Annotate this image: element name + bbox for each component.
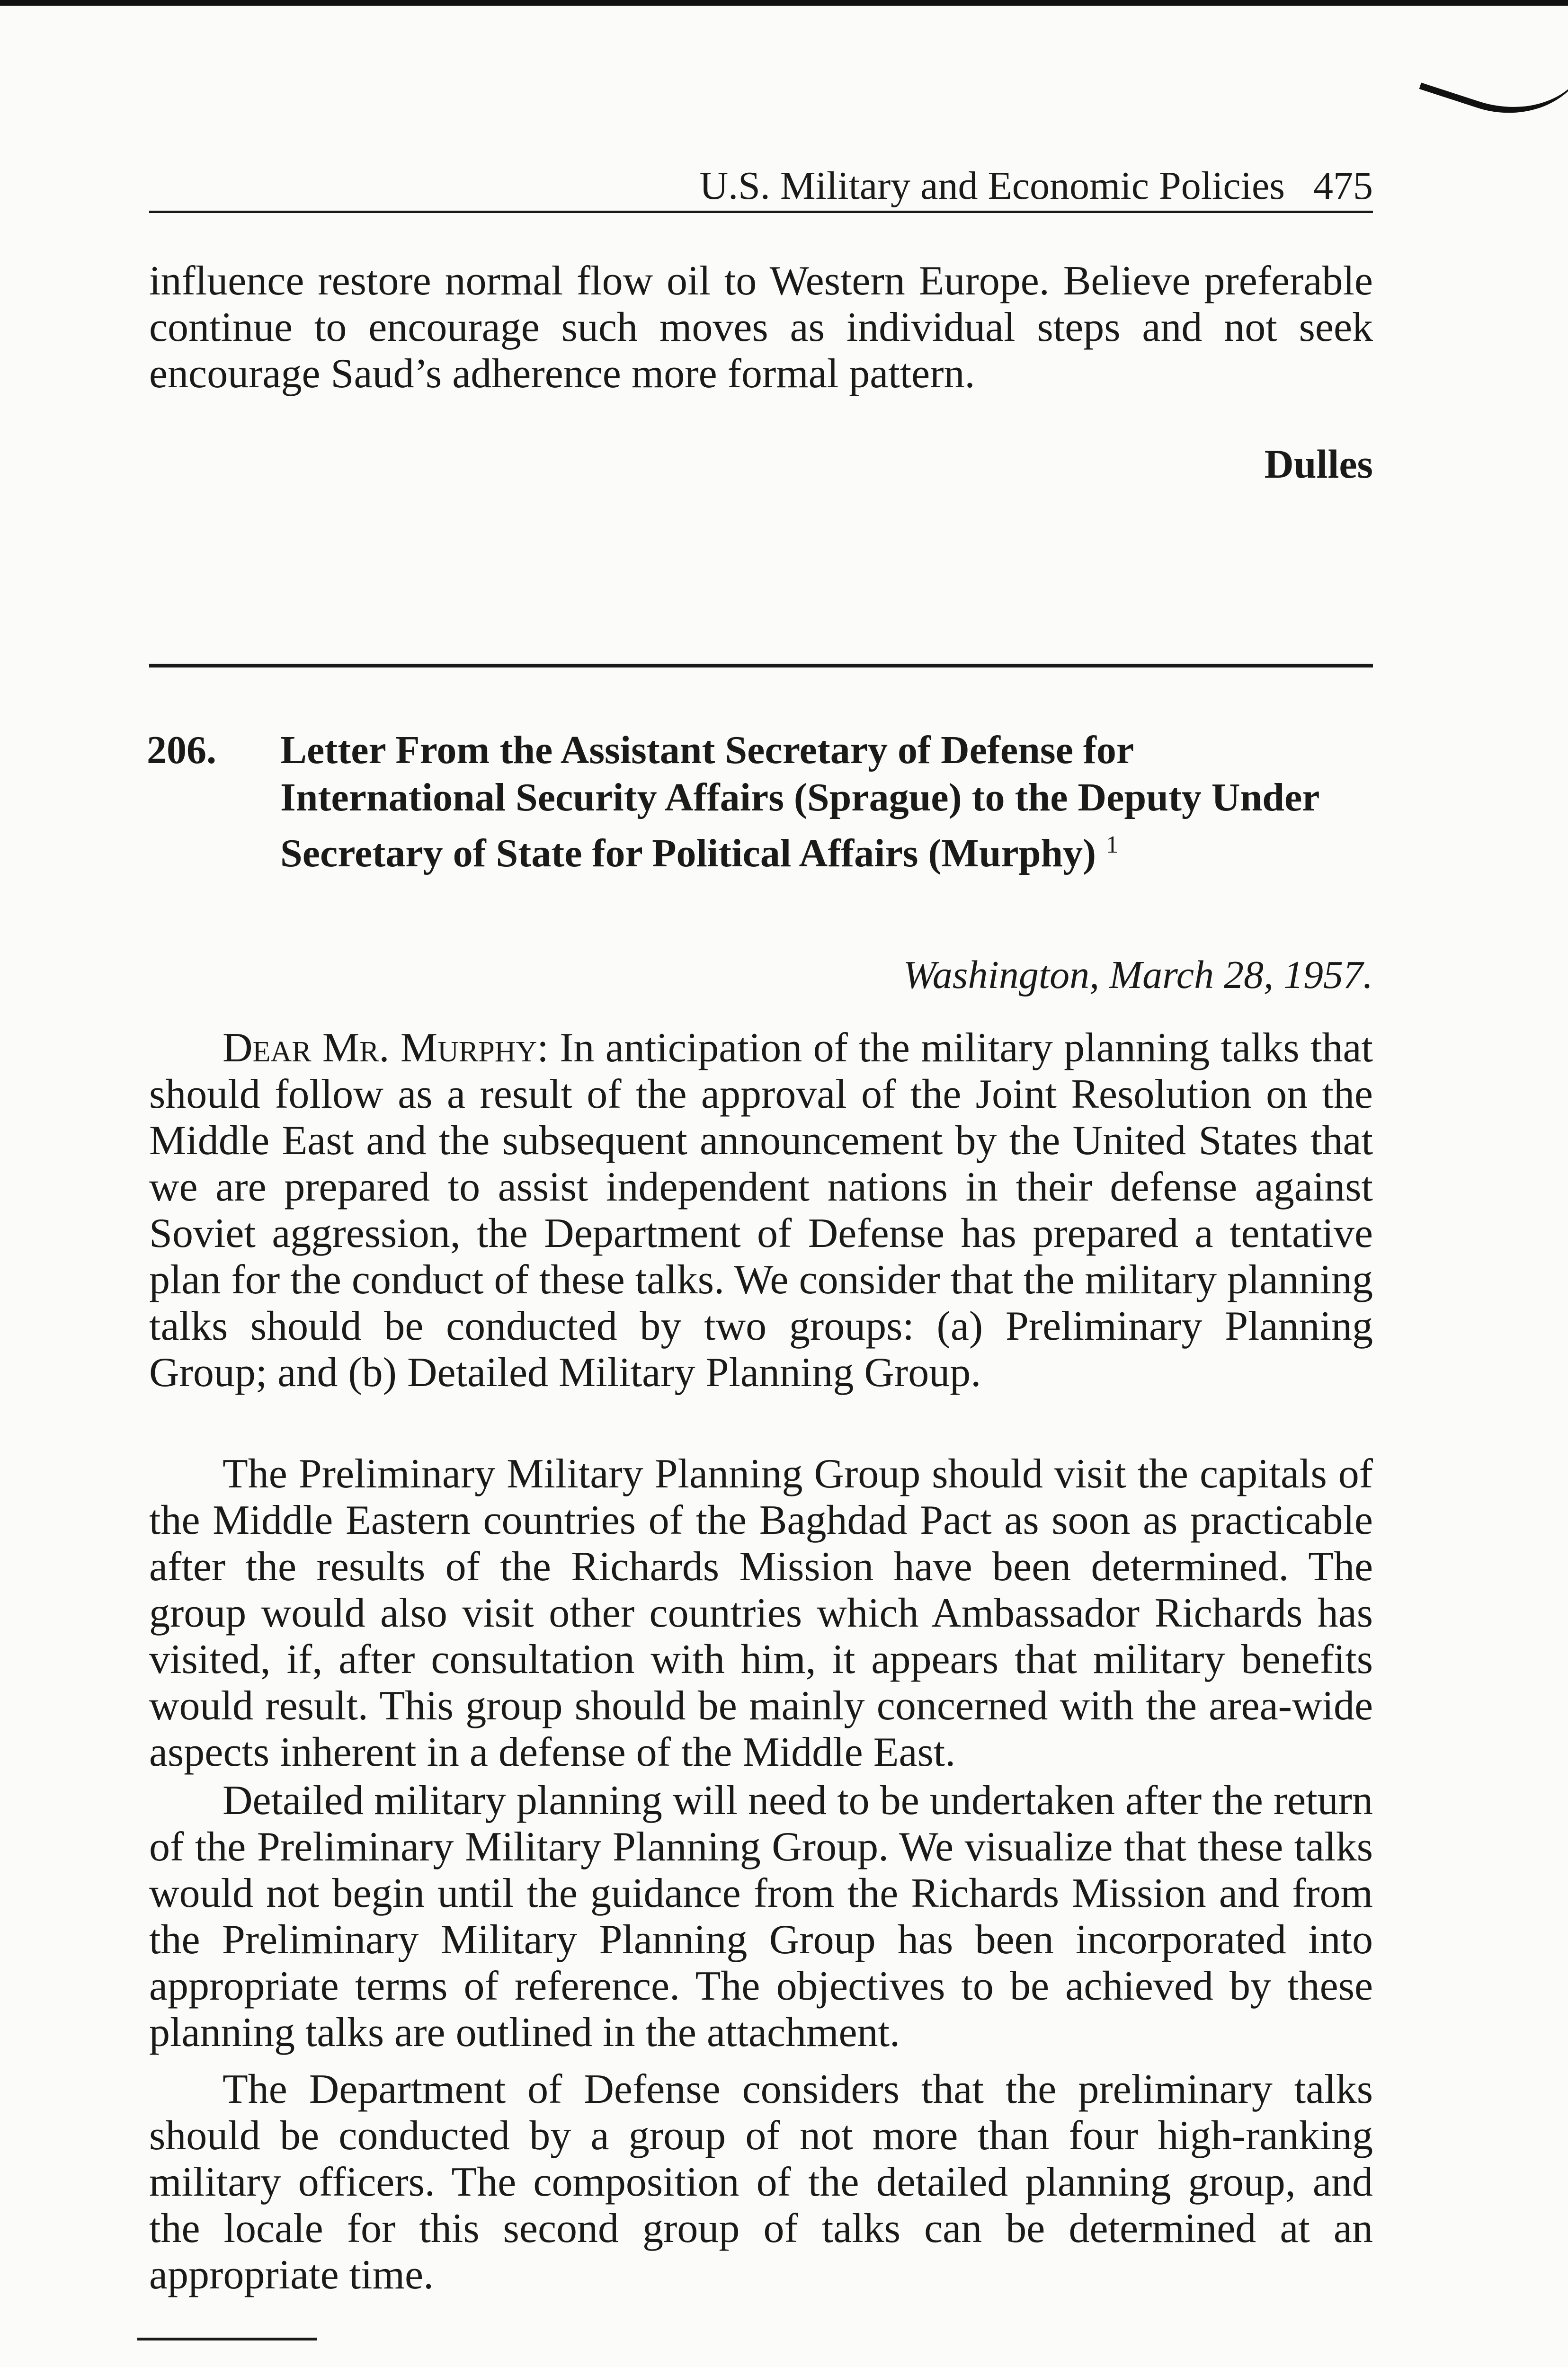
- footnote: [194, 2358, 1330, 2367]
- salutation: Dear Mr. Murphy:: [223, 1025, 549, 1071]
- running-head: [149, 161, 1373, 213]
- signature: Dulles: [1264, 441, 1373, 487]
- footnote-rule: [137, 2338, 317, 2340]
- document-title-text: Letter From the Assistant Secretary of Defense for International Security Affairs (Sprague) to the Deputy Under Secretary of State for Political Affairs (Murphy): [280, 728, 1319, 875]
- body-paragraph-4: The Department of Defense considers that the preliminary talks should be conducted by a group of not more than four high-ranking military officers. The composition of the detailed planning group, and the locale for this second group of talks can be determined at an appropriate time.: [149, 2066, 1373, 2298]
- body-paragraph-3: Detailed military planning will need to be undertaken after the return of the Preliminary Military Planning Group. We visualize that these talks would not begin until the guidance from the Richards Mission and from the Preliminary Military Planning Group has been incorporated into appropriate terms of reference. The objectives to be achieved by these planning talks are outlined in the attachment.: [149, 1778, 1373, 2056]
- body-paragraph-1-text: In anticipation of the military planning talks that should follow as a result of the approval of the Joint Resolution on the Middle East and the subsequent announcement by the United States that we are prepared to assist independent nations in their defense against Soviet aggression, the Department of Defense has prepared a tentative plan for the conduct of these talks. We consider that the military planning talks should be conducted by two groups: (a) Preliminary Planning Group; and (b) Detailed Military Planning Group.: [149, 1025, 1373, 1396]
- carryover-paragraph: influence restore normal flow oil to Western Europe. Believe preferable continue to encourage such moves as individual steps and not seek encourage Saud’s adherence more formal pattern.: [149, 258, 1373, 397]
- page-number: 475: [1313, 164, 1373, 208]
- dateline: Washington, March 28, 1957.: [903, 953, 1373, 997]
- section-divider: [149, 664, 1373, 667]
- body-paragraph-2: The Preliminary Military Planning Group should visit the capitals of the Middle Eastern countries of the Baghdad Pact as soon as practicable after the results of the Richards Mission have been determined. The group would also visit other countries which Ambassador Richards has visited, if, after consultation with him, it appears that military benefits would result. This group should be mainly concerned with the area-wide aspects inherent in a defense of the Middle East.: [149, 1451, 1373, 1775]
- scan-edge-shadow: [0, 0, 1568, 6]
- body-paragraph-1: [149, 1025, 1373, 1396]
- scan-corner-curl: [1419, 0, 1568, 136]
- footnote-reference: 1: [1106, 831, 1119, 858]
- document-title: [280, 727, 1350, 877]
- document-number: 206.: [147, 728, 216, 772]
- running-head-title: U.S. Military and Economic Policies: [699, 164, 1285, 208]
